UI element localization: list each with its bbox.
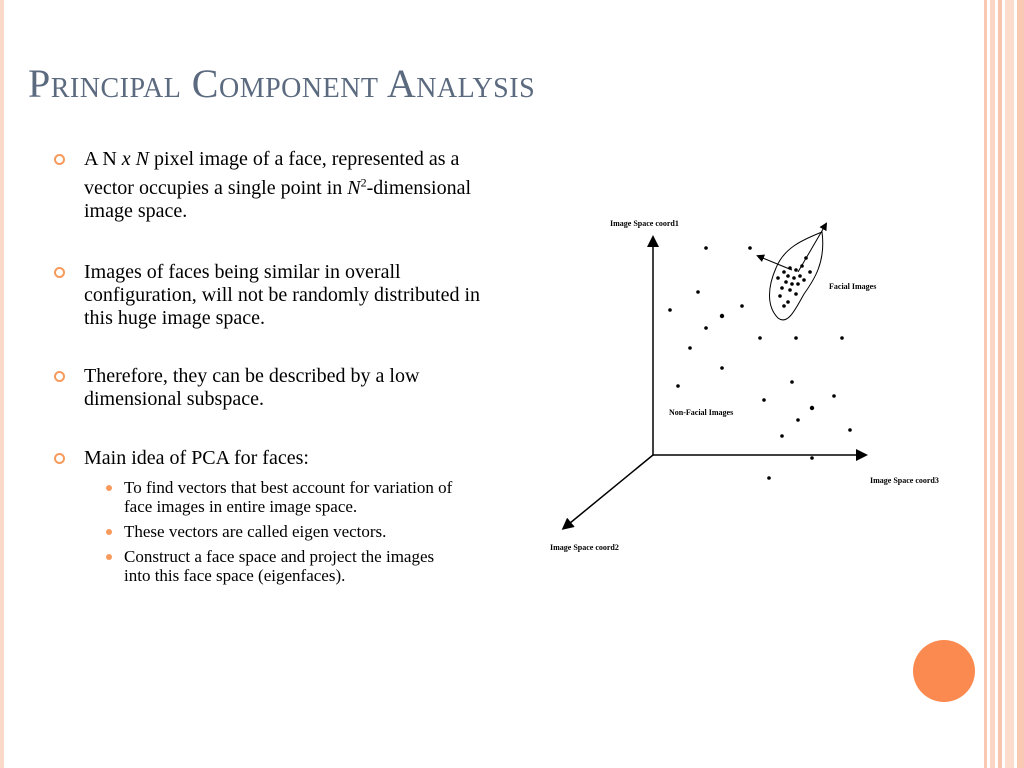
facial-images-label: Facial Images <box>829 282 877 291</box>
bullet-text: Images of faces being similar in overall configuration, will not be randomly distributed in this huge image space. <box>84 260 481 329</box>
facial-points <box>776 256 812 308</box>
bullet-text: Therefore, they can be described by a low dimensional subspace. <box>84 364 420 410</box>
bullet-text: A N x N pixel image of a face, represented as a vector occupies a single point in $N^2$-dimensional image space. <box>84 148 472 222</box>
sub-bullet-item <box>84 547 454 585</box>
sub-bullet-list <box>84 478 502 585</box>
sub-bullet-item <box>84 478 454 516</box>
facial-cluster-outline <box>770 232 823 320</box>
non-facial-images-label: Non-Facial Images <box>669 408 734 417</box>
bullet-item <box>52 261 502 330</box>
decorative-orange-circle <box>913 640 975 702</box>
image-space-diagram <box>540 210 970 560</box>
slide-title: Principal Component Analysis <box>28 61 536 106</box>
bullet-item <box>52 447 502 585</box>
bullet-ring-icon <box>54 154 65 165</box>
sub-bullet-text: These vectors are called eigen vectors. <box>124 521 387 541</box>
bullet-item <box>52 365 502 411</box>
bullet-dot-icon <box>106 529 112 535</box>
right-decorative-stripes <box>984 0 1024 768</box>
bullet-text: Main idea of PCA for faces: <box>84 446 309 469</box>
bullet-dot-icon <box>106 485 112 491</box>
sub-bullet-text: To find vectors that best account for variation of face images in entire image space. <box>124 477 453 516</box>
bullet-dot-icon <box>106 554 112 560</box>
bullet-ring-icon <box>54 267 65 278</box>
non-facial-points <box>668 246 852 480</box>
bullet-ring-icon <box>54 453 65 464</box>
bullet-ring-icon <box>54 371 65 382</box>
sub-bullet-item <box>84 522 454 541</box>
bullet-list <box>52 148 502 591</box>
bullet-item <box>52 148 502 223</box>
axis-label-coord3: Image Space coord3 <box>870 476 939 485</box>
sub-bullet-text: Construct a face space and project the images into this face space (eigenfaces). <box>124 546 435 585</box>
facial-eigen-arrow <box>758 256 792 270</box>
axis-label-coord1: Image Space coord1 <box>610 219 679 228</box>
axis-label-coord2: Image Space coord2 <box>550 543 619 552</box>
axis-coord2 <box>564 455 653 528</box>
